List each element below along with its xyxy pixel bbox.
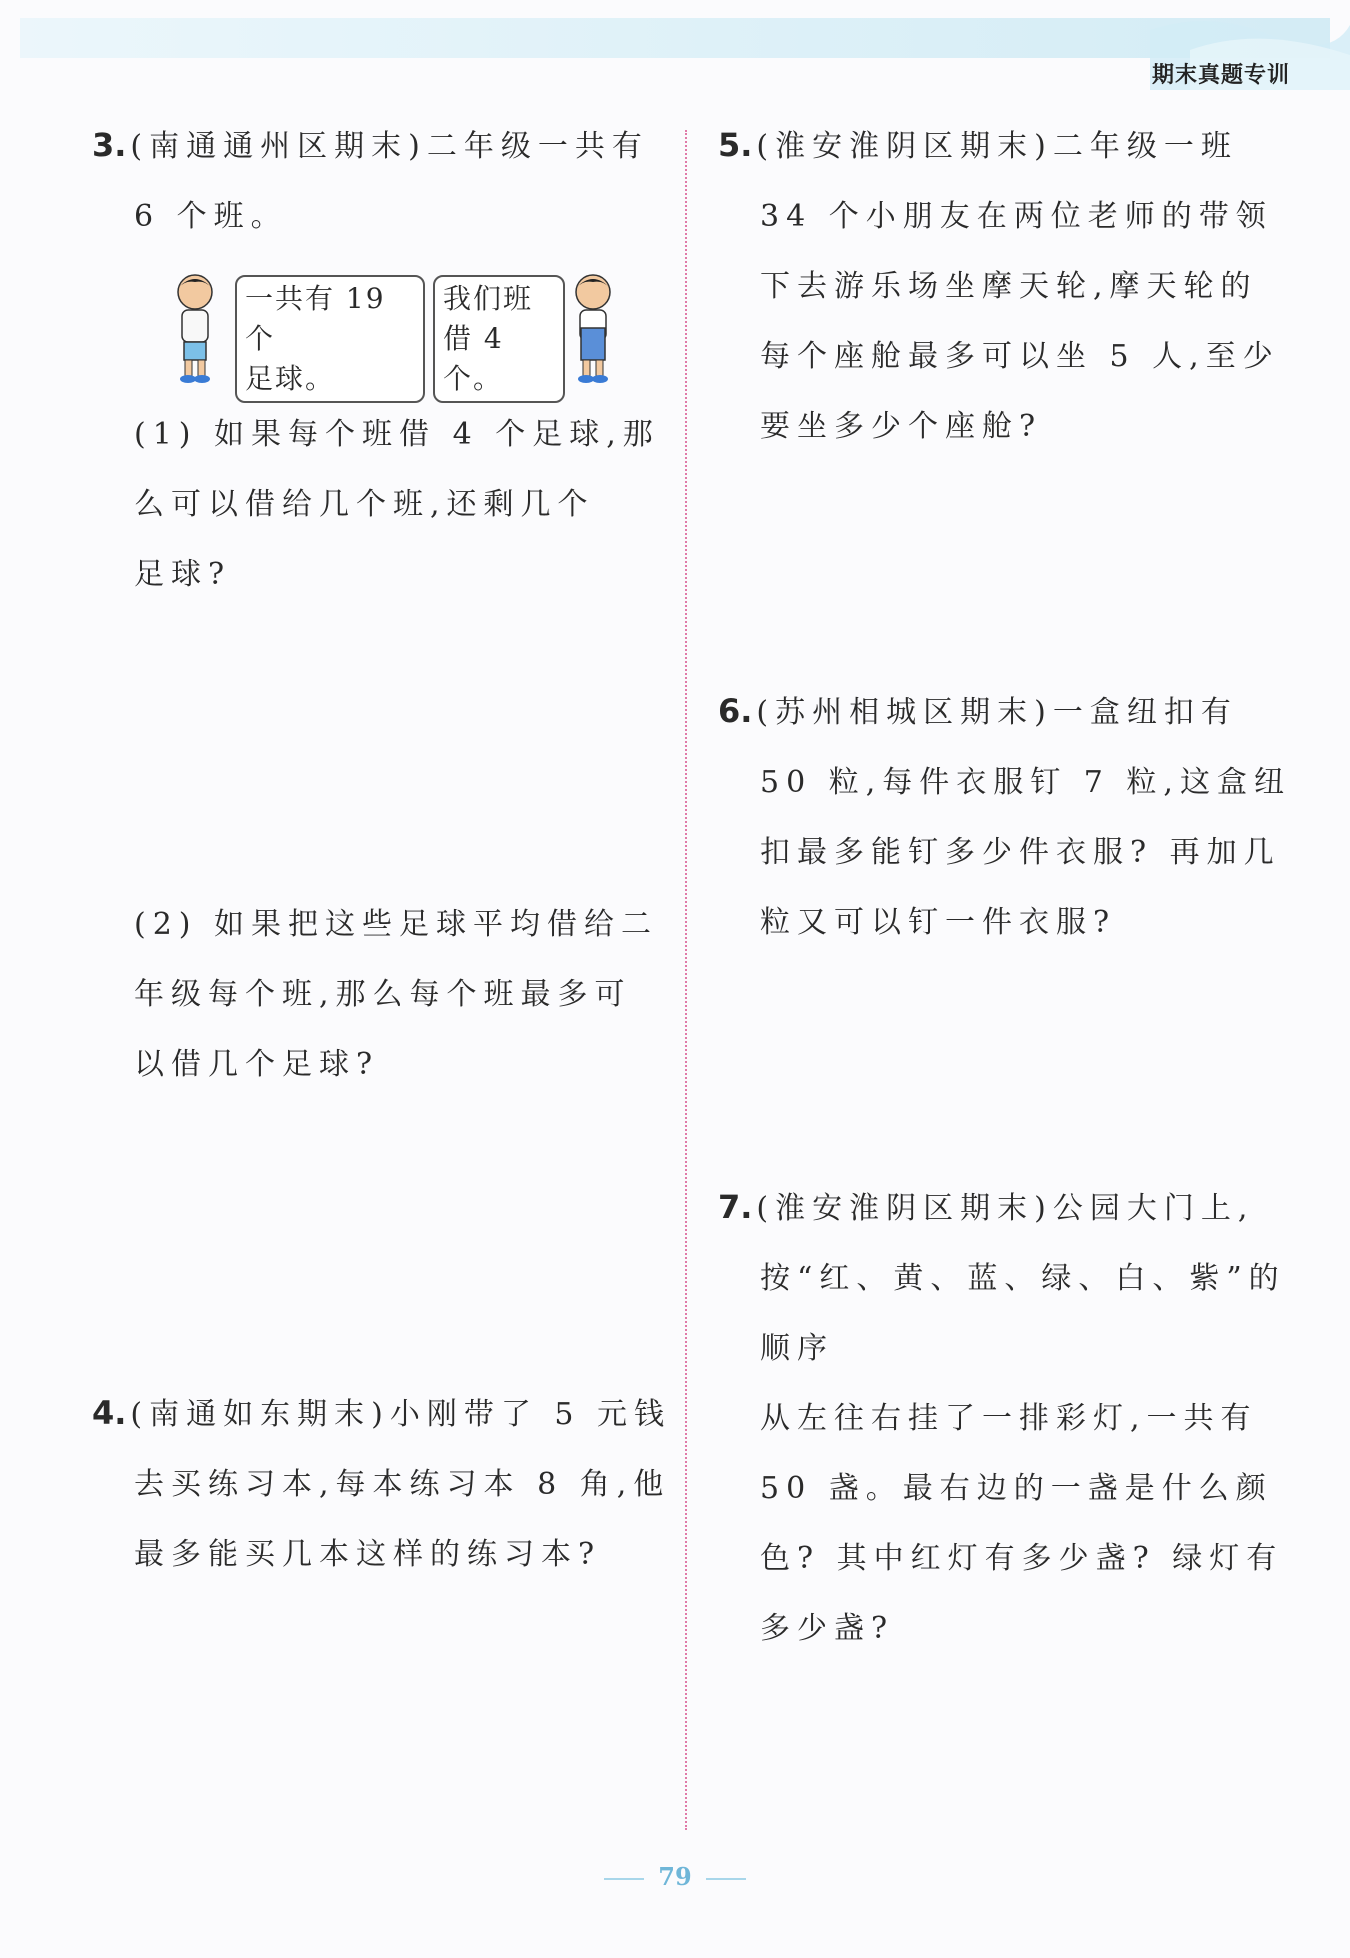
question-number: 6. [718, 692, 753, 730]
question-text: (南通如东期末)小刚带了 5 元钱 [130, 1397, 671, 1432]
question-text: 6 个班。 [134, 199, 288, 234]
question-text: 下去游乐场坐摩天轮,摩天轮的 [760, 269, 1258, 304]
question-text: (淮安淮阴区期末)二年级一班 [756, 129, 1238, 164]
question-3-part-1 [92, 400, 714, 610]
header-band [20, 18, 1330, 58]
question-3-part-2 [92, 890, 714, 1100]
page-number-dash-left [604, 1878, 644, 1880]
question-number: 4. [92, 1394, 127, 1432]
page-number-text: 79 [658, 1862, 692, 1891]
bubble-text: 借 4 个。 [443, 322, 504, 395]
question-text: 多少盏? [760, 1611, 895, 1646]
bubble-text: 足球。 [245, 362, 336, 395]
bubble-text: 我们班 [443, 282, 534, 315]
question-number: 3. [92, 126, 127, 164]
section-tag: 期末真题专训 [1151, 63, 1290, 88]
question-5 [718, 110, 1298, 462]
question-text: 色? 其中红灯有多少盏? 绿灯有 [760, 1541, 1284, 1576]
question-text: 年级每个班,那么每个班最多可 [134, 977, 632, 1012]
page-number [0, 1862, 1350, 1891]
question-text: 足球? [134, 557, 232, 592]
question-text: (苏州相城区期末)一盒纽扣有 [756, 695, 1238, 730]
question-text: (南通通州区期末)二年级一共有 [130, 129, 649, 164]
question-text: (2) 如果把这些足球平均借给二 [134, 907, 659, 942]
question-3 [92, 110, 672, 252]
question-6 [718, 676, 1298, 958]
speech-bubble-left [235, 275, 425, 403]
question-number: 7. [718, 1188, 753, 1226]
question-text: 去买练习本,每本练习本 8 角,他 [134, 1467, 671, 1502]
question-text: 么可以借给几个班,还剩几个 [134, 487, 595, 522]
question-text: 按“红、黄、蓝、绿、白、紫”的顺序 [760, 1261, 1286, 1366]
question-text: 50 盏。最右边的一盏是什么颜 [760, 1471, 1273, 1506]
boy-right-illustration [563, 270, 623, 385]
bubble-text: 一共有 19 个 [245, 282, 386, 355]
question-7 [718, 1172, 1298, 1664]
illustration-dialogue [165, 270, 635, 395]
question-text: 粒又可以钉一件衣服? [760, 905, 1117, 940]
question-text: 扣最多能钉多少件衣服? 再加几 [760, 835, 1281, 870]
question-text: 从左往右挂了一排彩灯,一共有 [760, 1401, 1258, 1436]
question-text: 最多能买几本这样的练习本? [134, 1537, 602, 1572]
page-number-dash-right [706, 1878, 746, 1880]
question-text: 每个座舱最多可以坐 5 人,至少 [760, 339, 1280, 374]
question-4 [92, 1378, 672, 1590]
question-text: 以借几个足球? [134, 1047, 380, 1082]
question-number: 5. [718, 126, 753, 164]
question-text: 要坐多少个座舱? [760, 409, 1043, 444]
question-text: 34 个小朋友在两位老师的带领 [760, 199, 1273, 234]
question-text: (淮安淮阴区期末)公园大门上, [756, 1191, 1255, 1226]
question-text: 50 粒,每件衣服钉 7 粒,这盒纽 [760, 765, 1291, 800]
boy-left-illustration [165, 270, 225, 385]
speech-bubble-right [433, 275, 565, 403]
question-text: (1) 如果每个班借 4 个足球,那 [134, 417, 660, 452]
